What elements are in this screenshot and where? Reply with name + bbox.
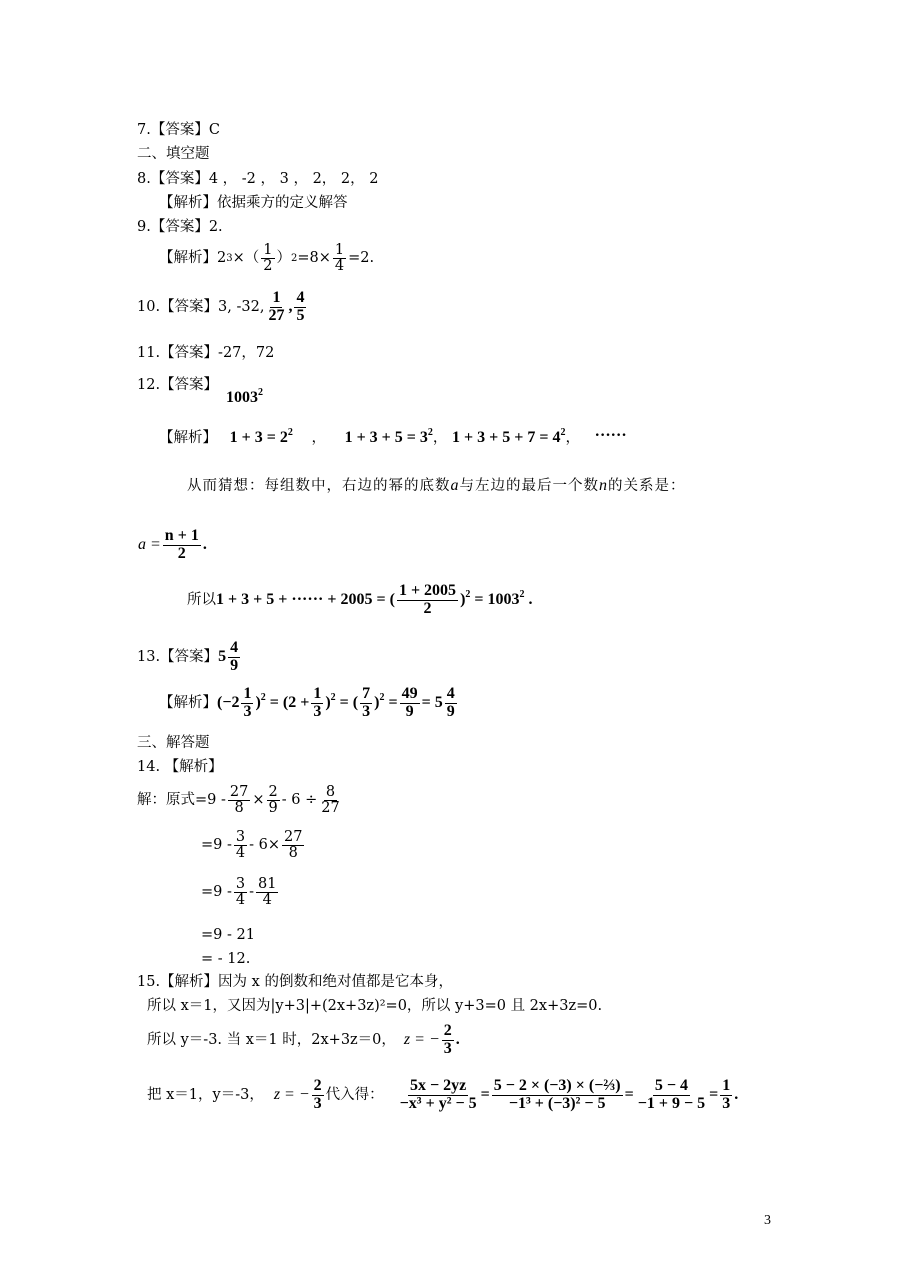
num: 27 <box>284 829 303 845</box>
num: 5 − 2 × (−3) × (−⅔) <box>493 1077 621 1094</box>
comma: , <box>288 298 293 316</box>
fraction-1-3 <box>241 686 253 721</box>
den: 4 <box>262 892 272 909</box>
fraction-1-27 <box>266 290 286 325</box>
line-15-4 <box>147 1078 738 1113</box>
section-solve: 三、解答题 <box>137 735 210 751</box>
step-14-1 <box>137 785 344 816</box>
num: 1 <box>313 685 322 702</box>
fraction-4-5 <box>294 290 306 325</box>
step-14-2 <box>201 830 306 861</box>
analysis-8: 【解析】依据乘方的定义解答 <box>159 195 348 211</box>
t2 <box>255 692 310 712</box>
den: 4 <box>235 845 246 862</box>
period: . <box>734 1086 739 1104</box>
den: 9 <box>230 656 239 674</box>
var-a: a <box>450 477 460 494</box>
t8: = 5 <box>421 694 443 712</box>
den: 4 <box>334 258 345 275</box>
eq-3 <box>452 429 565 446</box>
a-eq: a = <box>138 536 161 554</box>
paren: ） <box>276 250 291 267</box>
num: 2 <box>268 784 278 800</box>
analysis-15: 15.【解析】因为 x 的倒数和绝对值都是它本身， <box>137 974 453 990</box>
page-number: 3 <box>764 1213 771 1228</box>
num: 1 <box>272 289 281 306</box>
eq: = <box>480 1086 490 1104</box>
line-15-2: 所以 x＝1，又因为|y+3|+(2x+3z)²=0，所以 y+3=0 且 2x+3z=0. <box>147 998 603 1014</box>
num: 4 <box>446 685 455 702</box>
answer-11: 11.【答案】-27，72 <box>137 345 275 361</box>
num: 1 <box>334 242 345 258</box>
substitute-label: 代入得： <box>325 1087 384 1104</box>
answer-13 <box>137 640 242 675</box>
comma: ， <box>311 430 326 446</box>
answer-13-label: 13.【答案】 <box>137 649 219 666</box>
fraction-2-3b <box>312 1078 324 1113</box>
times: ×（ <box>232 250 260 267</box>
answer-12: 12.【答案】 <box>137 377 219 393</box>
sum-left: 1 + 3 + 5 + ······ + 2005 = ( <box>216 591 395 609</box>
num: 4 <box>296 289 305 306</box>
num: 5x − 2yz <box>410 1077 467 1094</box>
step-14-4: =9 - 21 <box>201 927 255 943</box>
answer-10-text: 10.【答案】3, -32, <box>137 299 265 316</box>
fraction-half <box>261 243 274 274</box>
analysis-13-label: 【解析】 <box>159 695 217 712</box>
fraction-substituted <box>492 1078 623 1113</box>
fraction-n-plus-1 <box>163 528 201 563</box>
eq: =8× <box>297 250 331 267</box>
den: 9 <box>446 702 455 720</box>
den: 9 <box>268 800 278 817</box>
den: 27 <box>321 800 340 817</box>
fraction-27-8b <box>282 830 304 861</box>
answer-9: 9.【答案】2. <box>137 219 223 235</box>
t6 <box>374 692 398 712</box>
z-eq-2: z = − <box>273 1086 310 1104</box>
num: 8 <box>325 784 336 800</box>
eq-2-text: 1 + 3 + 5 = 3 <box>344 429 428 446</box>
den: 2 <box>423 599 432 617</box>
fraction-2-3 <box>442 1023 454 1058</box>
analysis-14: 14. 【解析】 <box>137 759 223 775</box>
fraction-quarter <box>333 243 346 274</box>
num: 1 <box>722 1077 731 1094</box>
den: 3 <box>362 702 371 720</box>
analysis-9-label: 【解析】2 <box>159 250 227 267</box>
period: . <box>202 536 207 554</box>
den: 3 <box>443 1039 452 1057</box>
t1: (−2 <box>217 694 240 712</box>
den: 2 <box>177 544 186 562</box>
num: 2 <box>443 1022 452 1039</box>
fraction-7-3 <box>360 686 372 721</box>
line-15-4-text: 把 x＝1，y＝-3， <box>147 1087 264 1104</box>
fraction-expression <box>398 1078 479 1113</box>
num: 1 <box>243 685 252 702</box>
t7: = <box>384 694 398 712</box>
answer-10 <box>137 290 308 325</box>
step-14-5: = - 12. <box>201 951 251 967</box>
period: . <box>455 1031 460 1049</box>
den: −1³ + (−3)² − 5 <box>508 1094 606 1112</box>
s2: =9 - <box>201 837 232 854</box>
analysis-12 <box>159 423 627 446</box>
exp: 2 <box>465 589 471 601</box>
line-15-3-text: 所以 y＝-3. 当 x＝1 时，2x+3z＝0， <box>147 1032 396 1049</box>
exp: 2 <box>519 589 525 601</box>
num: 7 <box>362 685 371 702</box>
paren: ) <box>460 591 466 609</box>
guess-text-2: 与左边的最后一个数 <box>459 478 599 494</box>
eq: = <box>624 1086 634 1104</box>
fraction-8-27 <box>319 785 341 816</box>
fraction-3-4b <box>234 877 247 908</box>
analysis-12-label: 【解析】 <box>159 430 217 446</box>
eq-3-text: 1 + 3 + 5 + 7 = 4 <box>452 429 561 446</box>
exp: 2 <box>330 692 336 704</box>
exp: 2 <box>560 427 566 438</box>
t5: = ( <box>335 694 359 712</box>
den: 4 <box>235 892 246 909</box>
suoyi: 所以 <box>187 592 216 609</box>
num: 81 <box>258 876 277 892</box>
exp: 2 <box>287 427 293 438</box>
eq: = <box>709 1086 719 1104</box>
den: −1 + 9 − 5 <box>637 1094 706 1112</box>
ellipsis: …… <box>594 423 627 440</box>
section-fill-in: 二、填空题 <box>137 146 210 162</box>
fraction-result <box>720 1078 732 1113</box>
times: × <box>252 792 265 809</box>
fraction-3-4 <box>234 830 247 861</box>
comma: ， <box>565 430 580 446</box>
mid: - 6 ÷ <box>281 792 318 809</box>
fraction-49-9 <box>400 686 420 721</box>
paren: ) <box>325 694 331 712</box>
den: 27 <box>268 306 285 324</box>
paren: ) <box>255 694 261 712</box>
den: 8 <box>288 845 298 862</box>
den: 3 <box>243 702 252 720</box>
fraction-2-9 <box>267 785 280 816</box>
eq-1 <box>230 429 293 446</box>
base: 1003 <box>226 389 258 406</box>
guess-text-3: 的关系是： <box>608 478 686 494</box>
num: 4 <box>230 639 239 656</box>
fraction-4-9b <box>445 686 457 721</box>
whole: 5 <box>218 648 227 666</box>
var-n: n <box>599 477 608 494</box>
comma: ， <box>432 430 448 446</box>
num: 1 <box>263 242 273 258</box>
den: 3 <box>722 1094 731 1112</box>
exp: 2 <box>260 692 266 704</box>
answer-8: 8.【答案】4 ， -2 ， 3 ， 2， 2， 2 <box>137 171 379 187</box>
num: 49 <box>401 685 418 702</box>
paren: ) <box>374 694 380 712</box>
num: n + 1 <box>164 527 199 544</box>
z-eq: z = − <box>403 1031 440 1049</box>
num: 3 <box>235 829 246 845</box>
a-formula <box>138 528 207 563</box>
den: −x³ + y² − 5 <box>399 1094 477 1112</box>
den: 3 <box>313 1094 322 1112</box>
eq-2 <box>345 429 433 446</box>
exp: 2 <box>258 387 263 398</box>
analysis-13 <box>159 686 459 721</box>
t3: = (2 + <box>265 694 310 712</box>
num: 3 <box>235 876 246 892</box>
num: 2 <box>313 1077 322 1094</box>
result: =2. <box>348 250 375 267</box>
den: 9 <box>405 702 414 720</box>
step-14-3 <box>201 877 280 908</box>
analysis-9: 【解析】2 3 ×（ $\frac{1}{2}$ ） 2 =8× $\frac{1}{4}$ =2. <box>159 242 375 275</box>
answer-12-value <box>226 387 263 406</box>
num: 27 <box>229 784 249 800</box>
num: 1 + 2005 <box>398 582 457 599</box>
fraction-27-8 <box>228 785 250 816</box>
s3: =9 - <box>201 884 232 901</box>
exp: 2 <box>427 427 433 438</box>
guess-text-1: 从而猜想：每组数中，右边的幂的底数 <box>187 478 451 494</box>
sum-result: = 1003 <box>470 591 520 609</box>
mid: - <box>249 884 255 901</box>
exp: 2 <box>379 692 385 704</box>
mid: - 6× <box>249 837 281 854</box>
den: 2 <box>263 258 273 275</box>
den: 5 <box>296 306 305 324</box>
fraction-81-4 <box>256 877 278 908</box>
den: 3 <box>313 702 322 720</box>
line-15-3 <box>147 1023 460 1058</box>
fraction-sum <box>397 583 458 618</box>
fraction-reduced <box>636 1078 707 1113</box>
jie: 解：原式=9 - <box>137 792 226 809</box>
fraction-4-9 <box>228 640 240 675</box>
num: 5 − 4 <box>654 1077 688 1094</box>
sum-right: )$^2 = 1003^2$ . <box>460 589 533 609</box>
fraction-1-3b <box>311 686 323 721</box>
answer-7: 7.【答案】C <box>137 122 220 138</box>
guess-line <box>187 478 686 494</box>
sum-formula <box>187 583 533 618</box>
den: 8 <box>234 800 244 817</box>
t4 <box>325 692 359 712</box>
eq-1-text: 1 + 3 = 2 <box>229 429 288 446</box>
